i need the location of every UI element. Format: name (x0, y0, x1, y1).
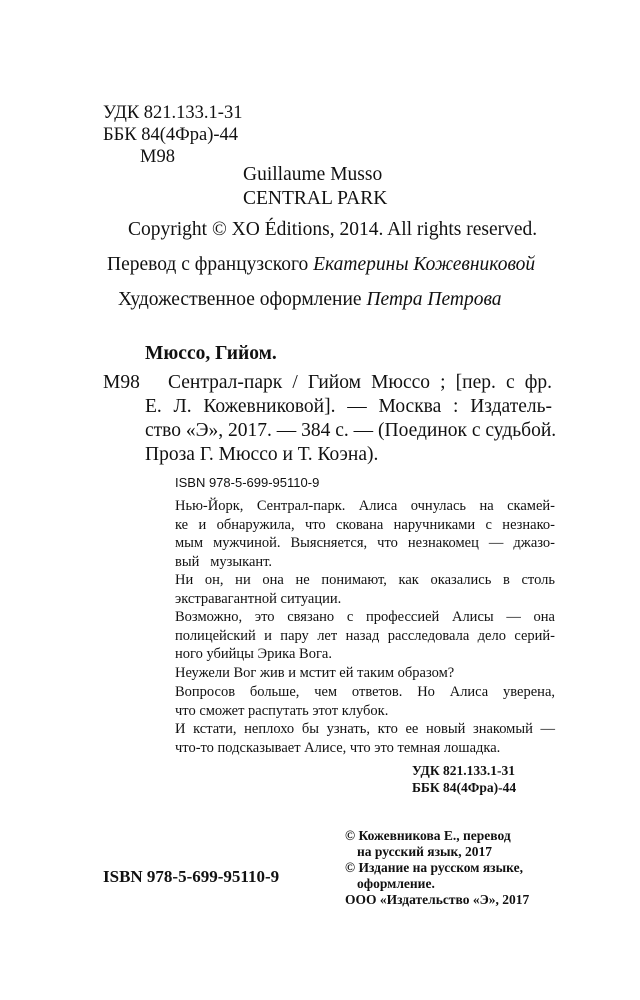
annotation-p1 (175, 497, 555, 571)
translation-prefix: Перевод с французского (107, 254, 309, 275)
annotation-line: ного убийцы Эрика Вога. (175, 646, 332, 663)
copyright-line: Copyright © XO Éditions, 2014. All rights reserved. (128, 219, 538, 240)
design-prefix: Художественное оформление (118, 289, 362, 310)
catalog-line-4: Проза Г. Мюссо и Т. Коэна). (145, 444, 379, 465)
classification-udk: УДК 821.133.1-31 (412, 763, 515, 778)
annotation-line: экстравагантной ситуации. (175, 590, 342, 607)
annotation-p3 (175, 608, 555, 664)
annotation-line: Возможно, это связано с профессией Алисы — она (175, 609, 555, 625)
annotation-p5 (175, 683, 555, 720)
annotation-line: Ни он, ни она не понимают, как оказались в столь (175, 572, 555, 588)
original-author: Guillaume Musso (243, 164, 383, 185)
catalog-line-3: ство «Э», 2017. — 384 с. — (Поединок с судьбой. (145, 420, 557, 441)
rights-line: © Кожевникова Е., перевод (345, 828, 511, 843)
annotation-line: полицейский и пару лет назад расследовала дело серий- (175, 627, 555, 644)
footer-isbn: ISBN 978-5-699-95110-9 (103, 867, 280, 886)
annotation-line: ке и обнаружила, что скована наручниками с незнако- (175, 516, 555, 533)
annotation-p4 (175, 664, 555, 683)
translation-credit (107, 253, 535, 277)
design-credit (118, 288, 502, 312)
annotation-line: мым мужчиной. Выясняется, что незнакомец — джазо- (175, 535, 555, 552)
annotation-line: Вопросов больше, чем ответов. Но Алиса уверена, (175, 684, 555, 700)
catalog-code: М98 (103, 372, 140, 393)
catalog-heading: Мюссо, Гийом. (145, 343, 277, 364)
bbk-code: ББК 84(4Фра)-44 (103, 125, 239, 145)
translator-name: Екатерины Кожевниковой (313, 254, 536, 275)
annotation-line: что сможет распутать этот клубок. (175, 702, 389, 719)
rights-line: оформление. (357, 876, 435, 891)
catalog-isbn: ISBN 978-5-699-95110-9 (175, 475, 320, 490)
original-title: CENTRAL PARK (243, 188, 388, 209)
classification-bbk: ББК 84(4Фра)-44 (412, 780, 517, 795)
annotation-p6 (175, 720, 555, 757)
annotation-p2 (175, 571, 555, 608)
annotation-line: вый музыкант. (175, 553, 273, 570)
rights-line: ООО «Издательство «Э», 2017 (345, 892, 530, 907)
annotation-line: Неужели Вог жив и мстит ей таким образом? (175, 665, 455, 681)
catalog-line-1: Сентрал-парк / Гийом Мюссо ; [пер. с фр. (168, 372, 552, 393)
annotation-line: И кстати, неплохо бы узнать, кто ее новый знакомый — (175, 721, 555, 737)
udk-code: УДК 821.133.1-31 (103, 103, 243, 123)
author-sign-code: М98 (140, 147, 175, 167)
rights-line: на русский язык, 2017 (357, 844, 493, 859)
annotation-line: что-то подсказывает Алисе, что это темная лошадка. (175, 739, 501, 756)
catalog-line-2: Е. Л. Кожевниковой]. — Москва : Издатель- (145, 396, 552, 417)
rights-line: © Издание на русском языке, (345, 860, 523, 875)
annotation-line: Нью-Йорк, Сентрал-парк. Алиса очнулась на скамей- (175, 498, 555, 514)
designer-name: Петра Петрова (366, 289, 502, 310)
